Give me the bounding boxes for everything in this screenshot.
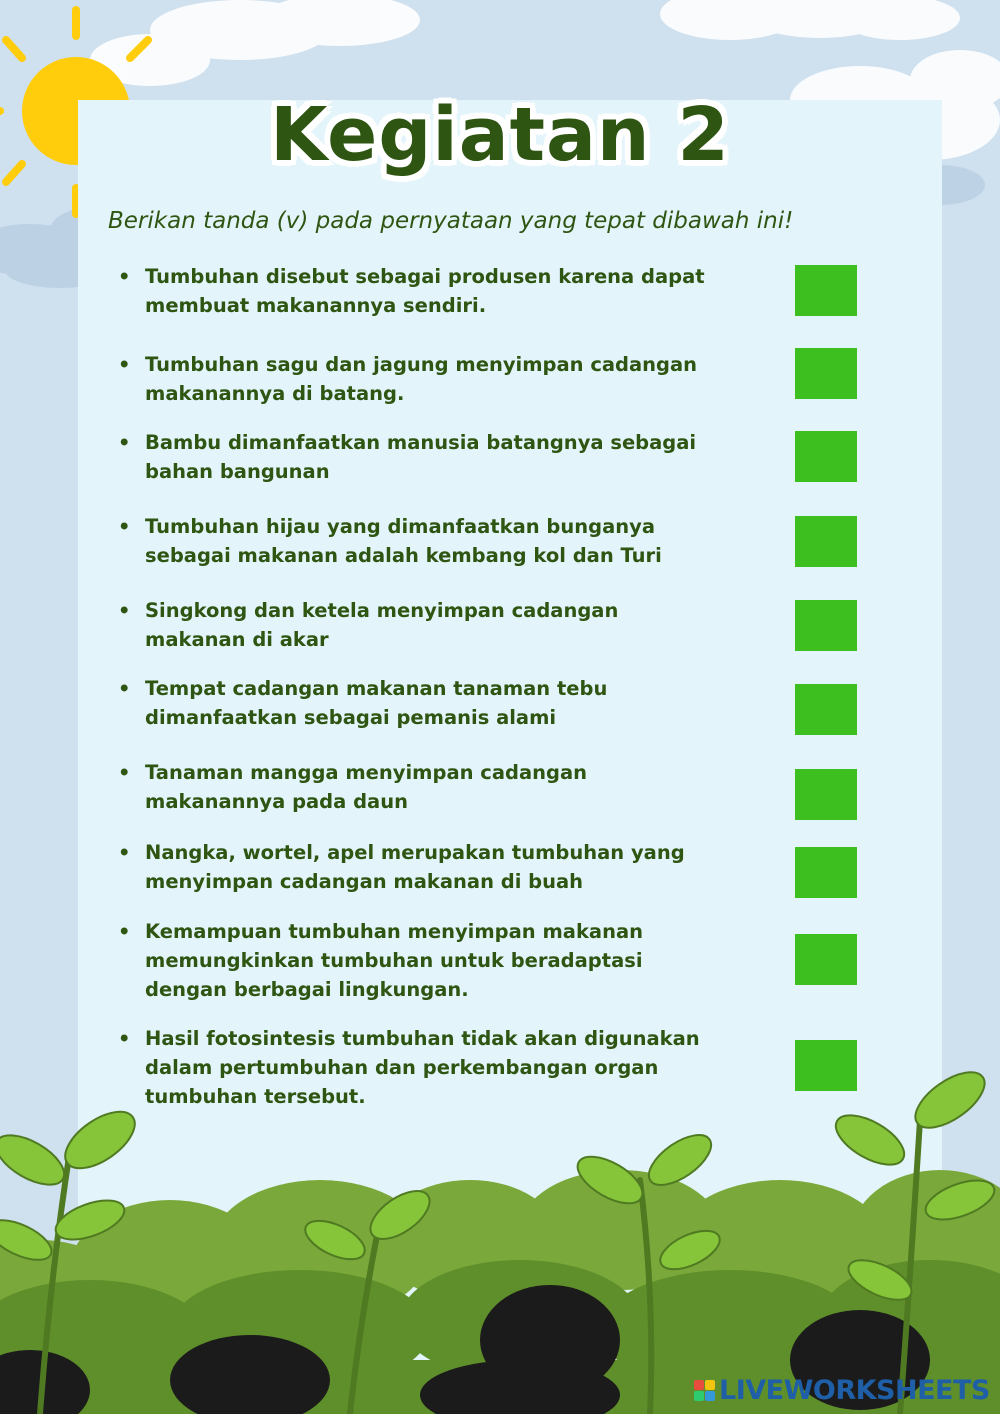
answer-box-1[interactable]	[795, 265, 857, 316]
answer-box-3[interactable]	[795, 431, 857, 482]
answer-box-2[interactable]	[795, 348, 857, 399]
bullet-icon: •	[118, 599, 131, 622]
answer-box-8[interactable]	[795, 847, 857, 898]
statement-text: Tumbuhan disebut sebagai produsen karena dapat membuat makanannya sendiri.	[145, 265, 705, 317]
statement-text: Tanaman mangga menyimpan cadangan makanannya pada daun	[145, 761, 588, 813]
statement-item-9	[118, 917, 718, 1004]
statement-item-2	[118, 350, 718, 408]
logo-mark-icon	[694, 1380, 715, 1401]
answer-box-5[interactable]	[795, 600, 857, 651]
answer-box-7[interactable]	[795, 769, 857, 820]
bullet-icon: •	[118, 920, 131, 943]
statement-item-4	[118, 512, 718, 570]
statement-item-3	[118, 428, 718, 486]
statement-text: Bambu dimanfaatkan manusia batangnya sebagai bahan bangunan	[145, 431, 697, 483]
statement-text: Kemampuan tumbuhan menyimpan makanan memungkinkan tumbuhan untuk beradaptasi dengan berbagai lingkungan.	[145, 920, 643, 1001]
statement-item-8	[118, 838, 718, 896]
statement-text: Tumbuhan sagu dan jagung menyimpan cadangan makanannya di batang.	[145, 353, 698, 405]
statement-text: Tumbuhan hijau yang dimanfaatkan bunganya sebagai makanan adalah kembang kol dan Turi	[145, 515, 662, 567]
statement-item-7	[118, 758, 718, 816]
statement-text: Nangka, wortel, apel merupakan tumbuhan yang menyimpan cadangan makanan di buah	[145, 841, 685, 893]
bullet-icon: •	[118, 353, 131, 376]
answer-box-6[interactable]	[795, 684, 857, 735]
bullet-icon: •	[118, 761, 131, 784]
statement-item-5	[118, 596, 718, 654]
answer-box-4[interactable]	[795, 516, 857, 567]
statement-item-6	[118, 674, 718, 732]
bullet-icon: •	[118, 677, 131, 700]
liveworksheets-logo	[694, 1374, 990, 1406]
answer-box-9[interactable]	[795, 934, 857, 985]
bullet-icon: •	[118, 265, 131, 288]
bullet-icon: •	[118, 841, 131, 864]
bullet-icon: •	[118, 431, 131, 454]
brand-text: LIVEWORKSHEETS	[719, 1374, 990, 1406]
bullet-icon: •	[118, 515, 131, 538]
statement-text: Tempat cadangan makanan tanaman tebu dimanfaatkan sebagai pemanis alami	[145, 677, 608, 729]
instruction-text: Berikan tanda (v) pada pernyataan yang tepat dibawah ini!	[108, 208, 794, 234]
statement-text: Hasil fotosintesis tumbuhan tidak akan digunakan dalam pertumbuhan dan perkembangan organ tumbuhan tersebut.	[145, 1027, 700, 1108]
statement-text: Singkong dan ketela menyimpan cadangan makanan di akar	[145, 599, 619, 651]
bullet-icon: •	[118, 1027, 131, 1050]
plants-decoration	[0, 1060, 1000, 1414]
page-title: Kegiatan 2	[270, 92, 730, 178]
statement-item-1	[118, 262, 718, 320]
